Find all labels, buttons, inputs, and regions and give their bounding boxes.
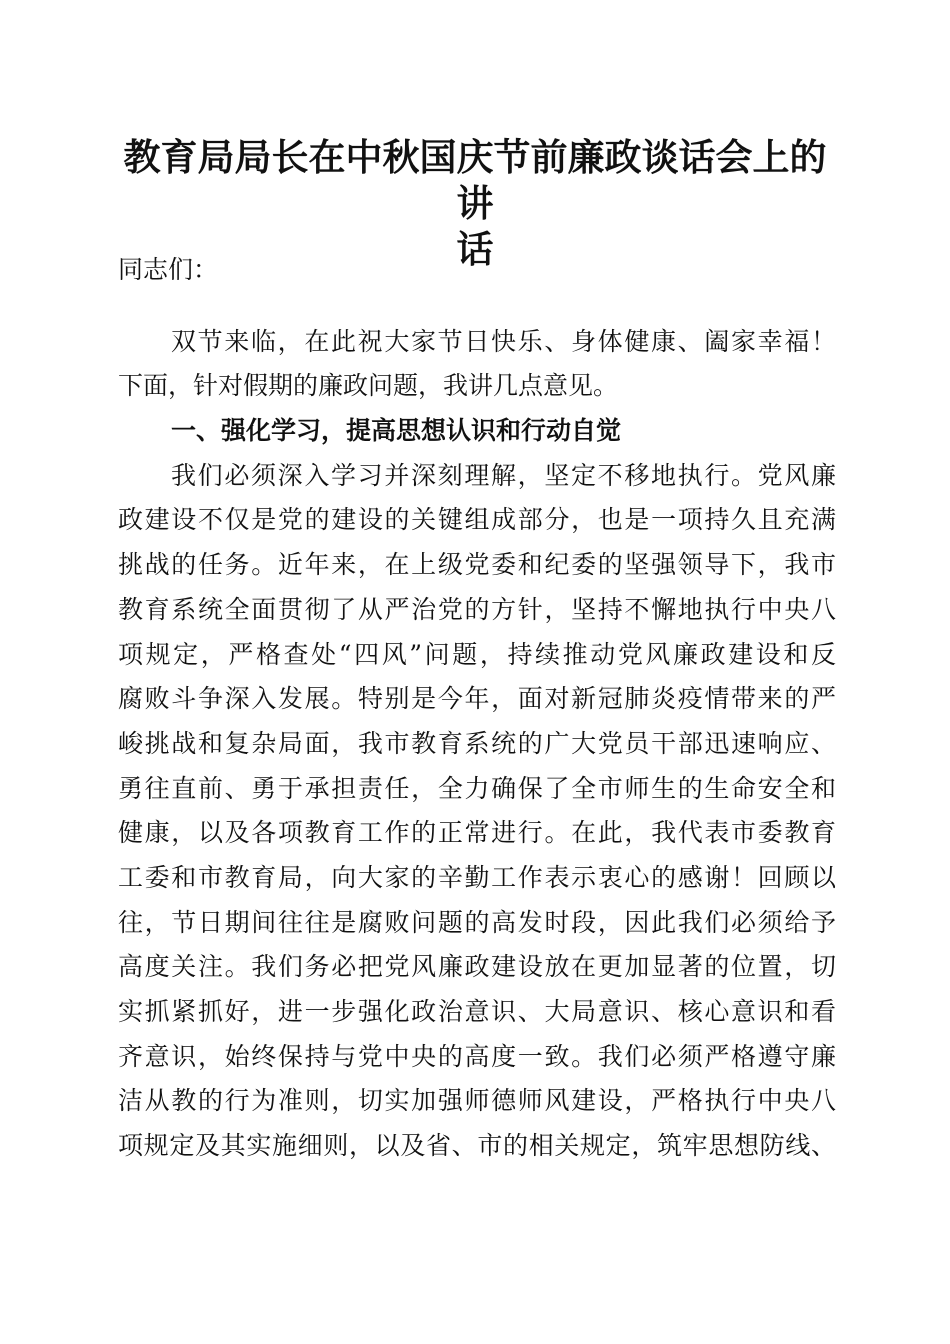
title-line-1: 教育局局长在中秋国庆节前廉政谈话会上的讲 [123, 135, 827, 225]
title-line-2: 话 [456, 227, 494, 271]
paragraph-line: 挑战的任务。近年来，在上级党委和纪委的坚强领导下，我市 [118, 550, 836, 580]
paragraph-line: 洁从教的行为准则，切实加强师德师风建设，严格执行中央八 [118, 1086, 836, 1116]
paragraph-line: 项规定，严格查处“四风”问题，持续推动党风廉政建设和反 [118, 639, 836, 669]
paragraph-line: 腐败斗争深入发展。特别是今年，面对新冠肺炎疫情带来的严 [118, 684, 836, 714]
paragraph-1 [118, 454, 836, 1169]
section-heading: 一、强化学习，提高思想认识和行动自觉 [171, 416, 622, 446]
paragraph-line: 教育系统全面贯彻了从严治党的方针，坚持不懈地执行中央八 [118, 594, 836, 624]
paragraph-line: 峻挑战和复杂局面，我市教育系统的广大党员干部迅速响应、 [118, 728, 836, 758]
paragraph-line: 实抓紧抓好，进一步强化政治意识、大局意识、核心意识和看 [118, 997, 836, 1026]
intro-line: 下面，针对假期的廉政问题，我讲几点意见。 [118, 371, 619, 401]
paragraph-line: 政建设不仅是党的建设的关键组成部分，也是一项持久且充满 [118, 505, 836, 535]
paragraph-line: 工委和市教育局，向大家的辛勤工作表示衷心的感谢！回顾以 [118, 862, 836, 892]
paragraph-line: 项规定及其实施细则，以及省、市的相关规定，筑牢思想防线、 [118, 1131, 836, 1161]
paragraph-line: 往，节日期间往往是腐败问题的高发时段，因此我们必须给予 [118, 907, 836, 937]
paragraph-line: 齐意识，始终保持与党中央的高度一致。我们必须严格遵守廉 [118, 1041, 836, 1071]
intro-line: 双节来临，在此祝大家节日快乐、身体健康、阖家幸福！ [171, 326, 836, 356]
paragraph-line: 勇往直前、勇于承担责任，全力确保了全市师生的生命安全和 [118, 773, 836, 803]
document-body [118, 248, 836, 1169]
paragraph-line: 健康，以及各项教育工作的正常进行。在此，我代表市委教育 [118, 818, 836, 848]
salutation: 同志们： [118, 255, 219, 284]
paragraph-line: 高度关注。我们务必把党风廉政建设放在更加显著的位置，切 [118, 952, 836, 982]
paragraph-line: 我们必须深入学习并深刻理解，坚定不移地执行。党风廉 [171, 460, 836, 490]
